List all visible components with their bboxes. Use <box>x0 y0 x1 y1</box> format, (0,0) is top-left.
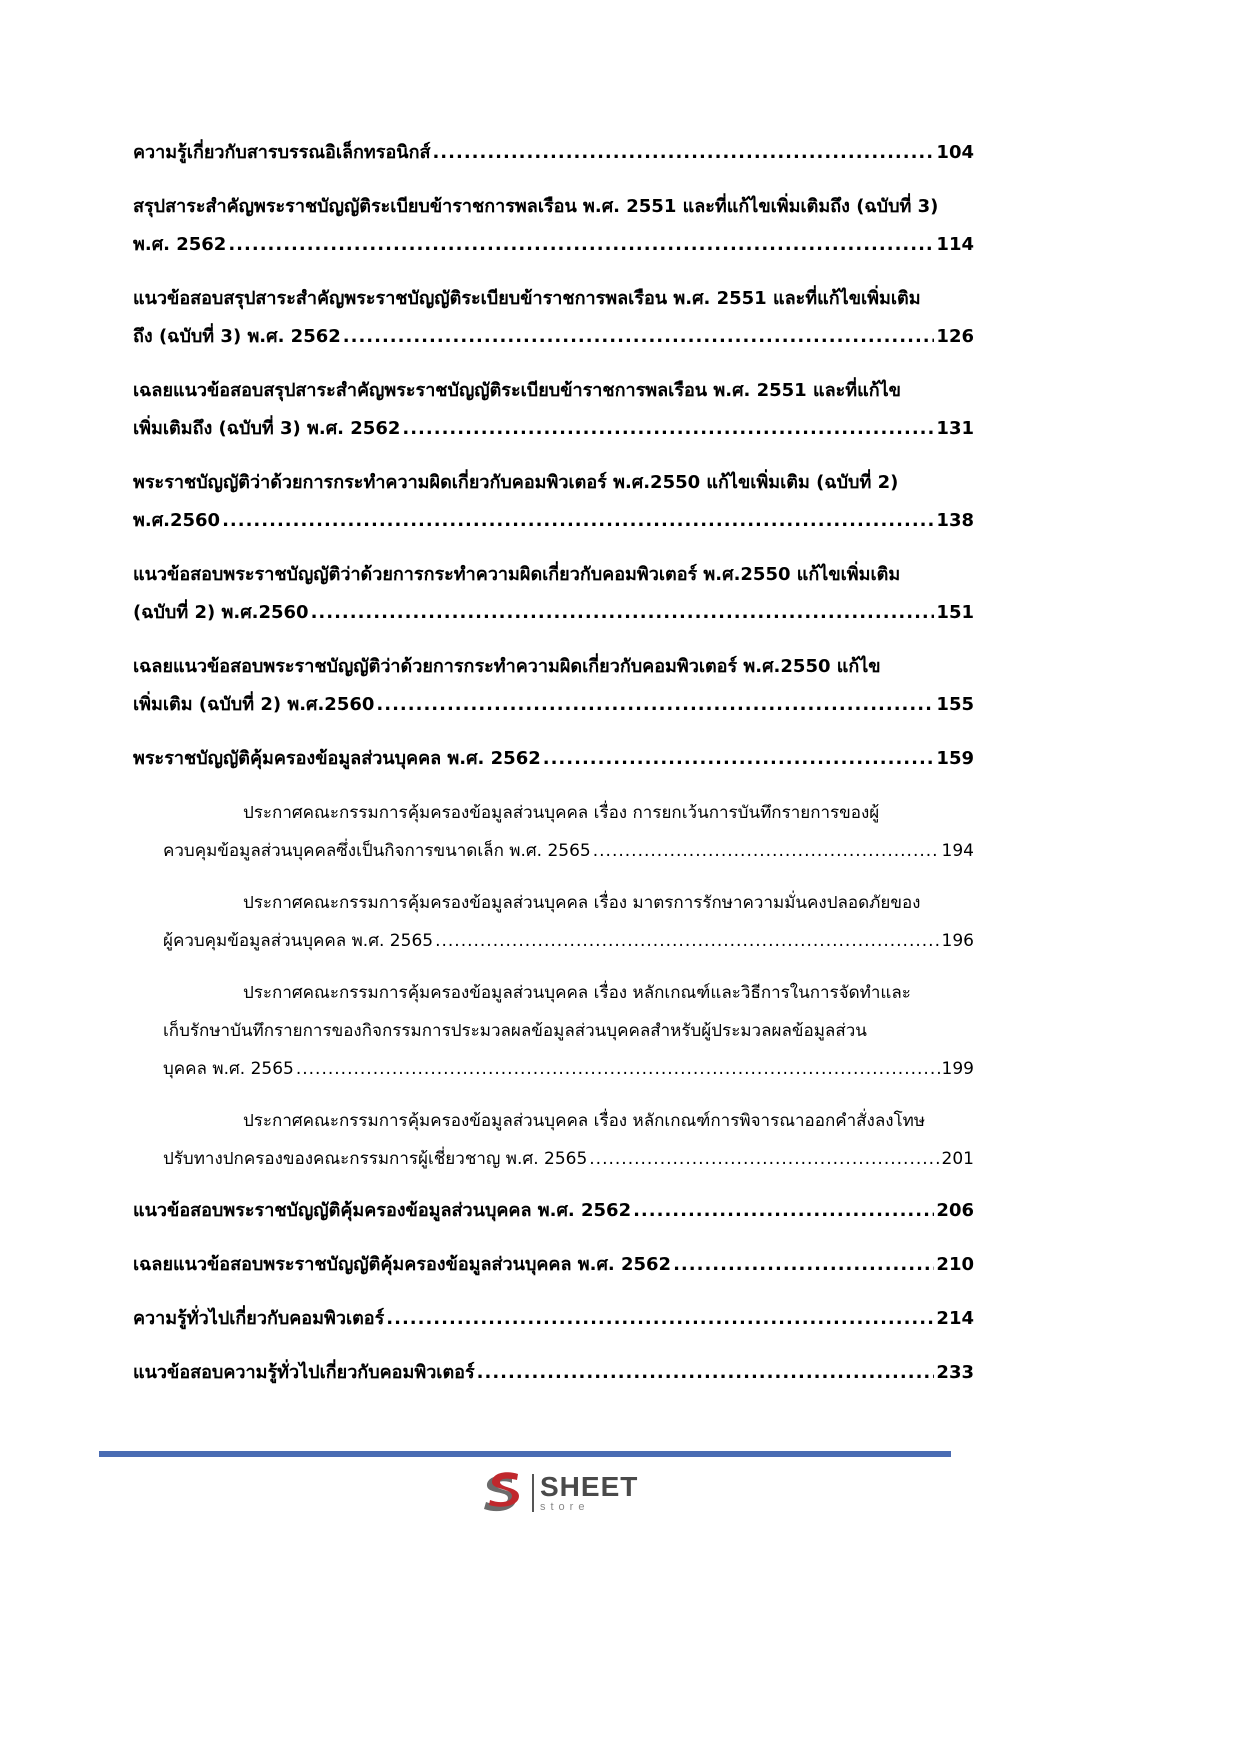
logo-subword: store <box>540 1501 590 1513</box>
table-of-contents <box>133 134 974 1408</box>
toc-dot-leader <box>228 226 934 264</box>
toc-entry[interactable] <box>133 1300 974 1338</box>
toc-entry-title: ความรู้ทั่วไปเกี่ยวกับคอมพิวเตอร์ <box>133 1308 385 1329</box>
toc-entry-title: แนวข้อสอบพระราชบัญญัติคุ้มครองข้อมูลส่วนบุคคล พ.ศ. 2562 <box>133 1200 632 1221</box>
toc-dot-leader <box>673 1246 934 1284</box>
toc-page-number: 233 <box>936 1362 974 1383</box>
toc-entry-title: พ.ศ.2560 <box>133 510 221 531</box>
toc-entry-title: บุคคล พ.ศ. 2565 <box>163 1059 294 1079</box>
toc-page-number: 131 <box>936 418 974 439</box>
toc-page-number: 199 <box>941 1059 974 1079</box>
toc-entry-title: ผู้ควบคุมข้อมูลส่วนบุคคล พ.ศ. 2565 <box>163 931 434 951</box>
toc-page-number: 138 <box>936 510 974 531</box>
sheet-store-logo <box>478 1469 638 1517</box>
toc-entry-title-line: พระราชบัญญัติว่าด้วยการกระทำความผิดเกี่ยวกับคอมพิวเตอร์ พ.ศ.2550 แก้ไขเพิ่มเติม (ฉบับที่ 2) <box>133 472 899 493</box>
toc-entry-title-line: ประกาศคณะกรรมการคุ้มครองข้อมูลส่วนบุคคล เรื่อง หลักเกณฑ์การพิจารณาออกคำสั่งลงโทษ <box>243 1111 926 1131</box>
logo-word: SHEET <box>540 1471 639 1502</box>
toc-entry[interactable] <box>133 188 974 264</box>
toc-dot-leader <box>593 832 940 870</box>
toc-dot-leader <box>343 318 935 356</box>
toc-entry-title: พ.ศ. 2562 <box>133 234 227 255</box>
toc-page-number: 151 <box>936 602 974 623</box>
toc-entry[interactable] <box>133 648 974 724</box>
toc-entry-title: ถึง (ฉบับที่ 3) พ.ศ. 2562 <box>133 326 341 347</box>
toc-dot-leader <box>589 1140 939 1178</box>
toc-page-number: 206 <box>936 1200 974 1221</box>
toc-entry[interactable] <box>133 1102 974 1178</box>
toc-entry[interactable] <box>133 974 974 1088</box>
toc-dot-leader <box>376 686 934 724</box>
toc-entry-title: พระราชบัญญัติคุ้มครองข้อมูลส่วนบุคคล พ.ศ. 2562 <box>133 748 541 769</box>
toc-entry-title-line: แนวข้อสอบสรุปสาระสำคัญพระราชบัญญัติระเบียบข้าราชการพลเรือน พ.ศ. 2551 และที่แก้ไขเพิ่มเติม <box>133 288 921 309</box>
toc-dot-leader <box>435 922 939 960</box>
toc-entry[interactable] <box>133 280 974 356</box>
toc-entry-title: เพิ่มเติมถึง (ฉบับที่ 3) พ.ศ. 2562 <box>133 418 401 439</box>
toc-entry-title: แนวข้อสอบความรู้ทั่วไปเกี่ยวกับคอมพิวเตอร์ <box>133 1362 475 1383</box>
toc-entry-title-line: เก็บรักษาบันทึกรายการของกิจกรรมการประมวลผลข้อมูลส่วนบุคคลสำหรับผู้ประมวลผลข้อมูลส่วน <box>163 1021 867 1041</box>
toc-entry-title-line: สรุปสาระสำคัญพระราชบัญญัติระเบียบข้าราชการพลเรือน พ.ศ. 2551 และที่แก้ไขเพิ่มเติมถึง (ฉบับที่ 3) <box>133 196 939 217</box>
logo-separator <box>532 1474 534 1512</box>
toc-page-number: 194 <box>941 841 974 861</box>
toc-page-number: 210 <box>936 1254 974 1275</box>
toc-dot-leader <box>386 1300 934 1338</box>
sheet-store-logo-icon <box>478 1469 526 1517</box>
toc-entry[interactable] <box>133 556 974 632</box>
toc-entry-title-line: ประกาศคณะกรรมการคุ้มครองข้อมูลส่วนบุคคล เรื่อง การยกเว้นการบันทึกรายการของผู้ <box>243 803 880 823</box>
toc-dot-leader <box>311 594 935 632</box>
toc-entry-title-line: ประกาศคณะกรรมการคุ้มครองข้อมูลส่วนบุคคล เรื่อง หลักเกณฑ์และวิธีการในการจัดทำและ <box>243 983 911 1003</box>
toc-page-number: 126 <box>936 326 974 347</box>
toc-dot-leader <box>477 1354 935 1392</box>
toc-entry-title: ความรู้เกี่ยวกับสารบรรณอิเล็กทรอนิกส์ <box>133 142 431 163</box>
toc-page-number: 214 <box>936 1308 974 1329</box>
toc-entry[interactable] <box>133 740 974 778</box>
toc-entry[interactable] <box>133 884 974 960</box>
toc-dot-leader <box>222 502 934 540</box>
toc-dot-leader <box>402 410 934 448</box>
toc-entry[interactable] <box>133 1354 974 1392</box>
toc-entry-title-line: เฉลยแนวข้อสอบพระราชบัญญัติว่าด้วยการกระทำความผิดเกี่ยวกับคอมพิวเตอร์ พ.ศ.2550 แก้ไข <box>133 656 881 677</box>
toc-entry[interactable] <box>133 134 974 172</box>
toc-page-number: 114 <box>936 234 974 255</box>
toc-entry-title-line: ประกาศคณะกรรมการคุ้มครองข้อมูลส่วนบุคคล เรื่อง มาตรการรักษาความมั่นคงปลอดภัยของ <box>243 893 921 913</box>
toc-page-number: 155 <box>936 694 974 715</box>
toc-entry[interactable] <box>133 464 974 540</box>
toc-entry[interactable] <box>133 1192 974 1230</box>
toc-entry-title-line: เฉลยแนวข้อสอบสรุปสาระสำคัญพระราชบัญญัติระเบียบข้าราชการพลเรือน พ.ศ. 2551 และที่แก้ไข <box>133 380 901 401</box>
toc-entry[interactable] <box>133 794 974 870</box>
toc-page-number: 196 <box>941 931 974 951</box>
toc-page-number: 104 <box>936 142 974 163</box>
toc-dot-leader <box>633 1192 934 1230</box>
toc-dot-leader <box>543 740 935 778</box>
logo-text <box>540 1473 638 1513</box>
toc-entry[interactable] <box>133 372 974 448</box>
toc-entry-title: เฉลยแนวข้อสอบพระราชบัญญัติคุ้มครองข้อมูลส่วนบุคคล พ.ศ. 2562 <box>133 1254 672 1275</box>
toc-entry-title: ปรับทางปกครองของคณะกรรมการผู้เชี่ยวชาญ พ.ศ. 2565 <box>163 1149 588 1169</box>
toc-dot-leader <box>432 134 934 172</box>
toc-entry-title-line: แนวข้อสอบพระราชบัญญัติว่าด้วยการกระทำความผิดเกี่ยวกับคอมพิวเตอร์ พ.ศ.2550 แก้ไขเพิ่มเติม <box>133 564 901 585</box>
toc-entry-title: เพิ่มเติม (ฉบับที่ 2) พ.ศ.2560 <box>133 694 375 715</box>
toc-page-number: 159 <box>936 748 974 769</box>
toc-entry[interactable] <box>133 1246 974 1284</box>
toc-entry-title: ควบคุมข้อมูลส่วนบุคคลซึ่งเป็นกิจการขนาดเล็ก พ.ศ. 2565 <box>163 841 591 861</box>
footer-divider <box>99 1451 951 1457</box>
toc-dot-leader <box>296 1050 940 1088</box>
toc-entry-title: (ฉบับที่ 2) พ.ศ.2560 <box>133 602 309 623</box>
toc-page-number: 201 <box>941 1149 974 1169</box>
